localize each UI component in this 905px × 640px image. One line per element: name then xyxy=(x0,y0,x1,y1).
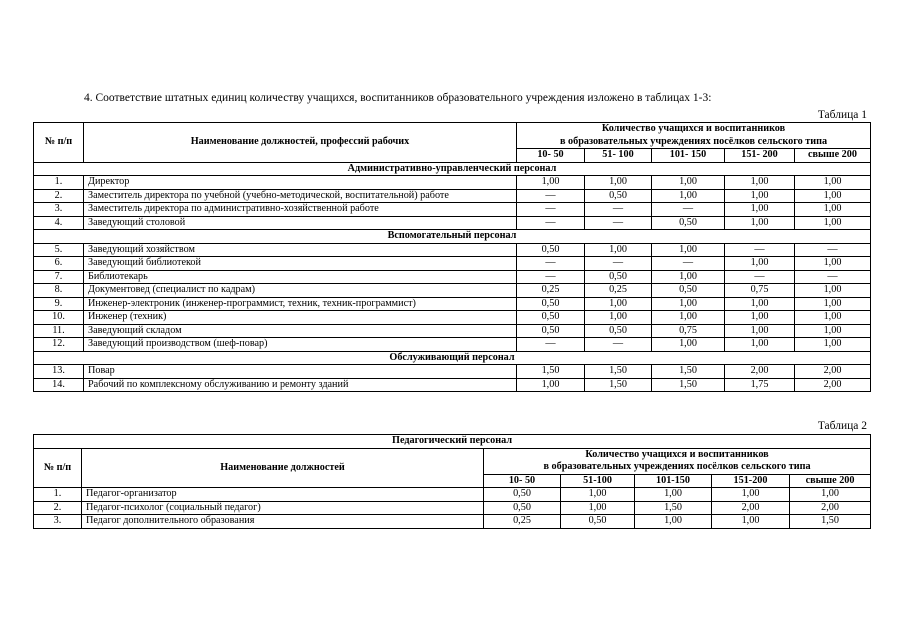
staff-value: 1,00 xyxy=(585,311,652,325)
staff-value: 1,50 xyxy=(652,378,725,392)
staff-value: 0,50 xyxy=(652,284,725,298)
staff-value: 1,00 xyxy=(635,515,712,529)
table-row xyxy=(34,284,871,298)
staff-value: — xyxy=(585,257,652,271)
staff-value: 0,50 xyxy=(585,189,652,203)
row-number: 14. xyxy=(34,378,84,392)
row-number: 8. xyxy=(34,284,84,298)
row-number: 7. xyxy=(34,270,84,284)
position-name: Заведующий библиотекой xyxy=(84,257,517,271)
staff-value: 1,00 xyxy=(585,243,652,257)
staff-value: 0,50 xyxy=(517,243,585,257)
staff-value: 0,50 xyxy=(561,515,635,529)
position-name: Заместитель директора по учебной (учебно-методической, воспитательной) работе xyxy=(84,189,517,203)
staff-value: 1,00 xyxy=(725,203,795,217)
table-row xyxy=(34,243,871,257)
staff-value: — xyxy=(585,338,652,352)
position-name: Документовед (специалист по кадрам) xyxy=(84,284,517,298)
column-header-range: 101- 150 xyxy=(652,149,725,163)
staff-value: 2,00 xyxy=(790,501,871,515)
staff-value: 1,00 xyxy=(795,297,871,311)
staff-value: 1,00 xyxy=(712,515,790,529)
row-number: 2. xyxy=(34,501,82,515)
staff-value: — xyxy=(652,257,725,271)
staff-value: 1,50 xyxy=(635,501,712,515)
table-row xyxy=(34,488,871,502)
staff-value: 1,00 xyxy=(795,324,871,338)
table-row xyxy=(34,311,871,325)
row-number: 1. xyxy=(34,488,82,502)
staff-value: 1,00 xyxy=(795,189,871,203)
staff-value: 1,00 xyxy=(795,216,871,230)
staff-value: 1,00 xyxy=(652,338,725,352)
position-name: Инженер-электроник (инженер-программист, техник, техник-программист) xyxy=(84,297,517,311)
row-number: 4. xyxy=(34,216,84,230)
staffing-table-1 xyxy=(33,122,871,392)
staff-value: 1,00 xyxy=(652,270,725,284)
staff-value: 1,00 xyxy=(795,338,871,352)
staff-value: 1,00 xyxy=(652,189,725,203)
row-number: 5. xyxy=(34,243,84,257)
staff-value: 1,00 xyxy=(635,488,712,502)
staff-value: 1,00 xyxy=(585,297,652,311)
staff-value: 1,50 xyxy=(585,378,652,392)
column-header-range: 10- 50 xyxy=(517,149,585,163)
intro-paragraph: 4. Соответствие штатных единиц количеству учащихся, воспитанников образовательного учреждения изложено в таблицах 1-3: xyxy=(84,92,712,104)
position-name: Педагог дополнительного образования xyxy=(82,515,484,529)
staff-value: 2,00 xyxy=(725,365,795,379)
row-number: 3. xyxy=(34,515,82,529)
quantity-header-line1: Количество учащихся и воспитанников xyxy=(601,123,786,134)
section-row xyxy=(34,230,871,244)
staff-value: 1,00 xyxy=(652,243,725,257)
staff-value: — xyxy=(517,189,585,203)
staff-value: 1,00 xyxy=(725,297,795,311)
position-name: Заместитель директора по административно-хозяйственной работе xyxy=(84,203,517,217)
staff-value: 0,50 xyxy=(484,488,561,502)
staff-value: 0,50 xyxy=(484,501,561,515)
staff-value: 0,50 xyxy=(585,270,652,284)
column-header-range: 10- 50 xyxy=(484,474,561,488)
table-row xyxy=(34,176,871,190)
staff-value: 1,00 xyxy=(725,216,795,230)
quantity-header-line1: Количество учащихся и воспитанников xyxy=(585,448,769,460)
staff-value: 1,50 xyxy=(652,365,725,379)
column-header-position: Наименование должностей, профессий рабочих xyxy=(84,123,517,163)
table1-label: Таблица 1 xyxy=(817,109,867,121)
column-header-range: 101-150 xyxy=(635,474,712,488)
table-row xyxy=(34,216,871,230)
staff-value: 2,00 xyxy=(795,365,871,379)
staff-value: 1,00 xyxy=(561,488,635,502)
staff-value: 1,00 xyxy=(795,311,871,325)
position-name: Директор xyxy=(84,176,517,190)
position-name: Заведующий производством (шеф-повар) xyxy=(84,338,517,352)
table2-body xyxy=(34,488,871,529)
row-number: 3. xyxy=(34,203,84,217)
staff-value: 1,00 xyxy=(725,257,795,271)
staff-value: 0,75 xyxy=(725,284,795,298)
table-row xyxy=(34,515,871,529)
column-header-range: 51- 100 xyxy=(585,149,652,163)
staff-value: 1,00 xyxy=(725,311,795,325)
staff-value: 1,00 xyxy=(517,176,585,190)
table-row xyxy=(34,365,871,379)
staff-value: 2,00 xyxy=(795,378,871,392)
quantity-header-line2: в образовательных учреждениях посёлков сельского типа xyxy=(559,135,828,147)
table-row xyxy=(34,297,871,311)
staff-value: 1,00 xyxy=(795,203,871,217)
staff-value: 0,25 xyxy=(517,284,585,298)
table2-title: Педагогический персонал xyxy=(34,435,871,449)
row-number: 6. xyxy=(34,257,84,271)
quantity-header-line2: в образовательных учреждениях посёлков сельского типа xyxy=(543,461,811,472)
staff-value: — xyxy=(517,216,585,230)
row-number: 2. xyxy=(34,189,84,203)
table-row xyxy=(34,338,871,352)
row-number: 10. xyxy=(34,311,84,325)
position-name: Заведующий складом xyxy=(84,324,517,338)
column-header-quantity xyxy=(484,448,871,474)
row-number: 9. xyxy=(34,297,84,311)
staff-value: — xyxy=(725,270,795,284)
position-name: Инженер (техник) xyxy=(84,311,517,325)
position-name: Педагог-психолог (социальный педагог) xyxy=(82,501,484,515)
staff-value: 1,00 xyxy=(517,378,585,392)
staff-value: 1,00 xyxy=(652,311,725,325)
table-row xyxy=(34,378,871,392)
staff-value: 1,00 xyxy=(725,189,795,203)
column-header-position: Наименование должностей xyxy=(82,448,484,488)
table2-label: Таблица 2 xyxy=(817,420,867,432)
staff-value: 2,00 xyxy=(712,501,790,515)
column-header-range: свыше 200 xyxy=(795,149,871,163)
row-number: 13. xyxy=(34,365,84,379)
staff-value: 1,00 xyxy=(585,176,652,190)
position-name: Педагог-организатор xyxy=(82,488,484,502)
staff-value: 0,25 xyxy=(484,515,561,529)
column-header-range: 151-200 xyxy=(712,474,790,488)
section-title: Обслуживающий персонал xyxy=(34,351,871,365)
staff-value: — xyxy=(517,257,585,271)
section-title: Вспомогательный персонал xyxy=(34,230,871,244)
column-header-quantity xyxy=(517,123,871,149)
staff-value: — xyxy=(585,203,652,217)
staff-value: 1,00 xyxy=(795,176,871,190)
staff-value: — xyxy=(795,243,871,257)
staff-value: 0,25 xyxy=(585,284,652,298)
staff-value: 1,00 xyxy=(652,176,725,190)
table-row xyxy=(34,203,871,217)
section-row xyxy=(34,162,871,176)
staff-value: — xyxy=(585,216,652,230)
column-header-range: свыше 200 xyxy=(790,474,871,488)
staff-value: — xyxy=(652,203,725,217)
table-row xyxy=(34,270,871,284)
staff-value: 1,00 xyxy=(725,338,795,352)
position-name: Библиотекарь xyxy=(84,270,517,284)
staff-value: — xyxy=(517,338,585,352)
section-row xyxy=(34,351,871,365)
staff-value: 1,50 xyxy=(517,365,585,379)
section-title: Административно-управленческий персонал xyxy=(34,162,871,176)
staff-value: 0,75 xyxy=(652,324,725,338)
staff-value: 0,50 xyxy=(517,324,585,338)
column-header-range: 151- 200 xyxy=(725,149,795,163)
column-header-number: № п/п xyxy=(34,123,84,163)
position-name: Повар xyxy=(84,365,517,379)
table-row xyxy=(34,189,871,203)
staff-value: 0,50 xyxy=(517,311,585,325)
row-number: 12. xyxy=(34,338,84,352)
column-header-number: № п/п xyxy=(34,448,82,488)
staff-value: 0,50 xyxy=(585,324,652,338)
row-number: 11. xyxy=(34,324,84,338)
staff-value: — xyxy=(725,243,795,257)
staff-value: 1,00 xyxy=(725,176,795,190)
staff-value: 1,75 xyxy=(725,378,795,392)
staff-value: 1,00 xyxy=(712,488,790,502)
staff-value: — xyxy=(517,203,585,217)
staff-value: 1,50 xyxy=(585,365,652,379)
staff-value: 1,00 xyxy=(725,324,795,338)
position-name: Заведующий столовой xyxy=(84,216,517,230)
position-name: Рабочий по комплексному обслуживанию и ремонту зданий xyxy=(84,378,517,392)
staff-value: 1,00 xyxy=(795,284,871,298)
table-row xyxy=(34,257,871,271)
staff-value: 1,00 xyxy=(795,257,871,271)
table-row xyxy=(34,501,871,515)
table1-body xyxy=(34,162,871,392)
position-name: Заведующий хозяйством xyxy=(84,243,517,257)
table-row xyxy=(34,324,871,338)
staff-value: 0,50 xyxy=(652,216,725,230)
row-number: 1. xyxy=(34,176,84,190)
staff-value: 1,00 xyxy=(561,501,635,515)
staffing-table-2 xyxy=(33,434,871,529)
staff-value: 0,50 xyxy=(517,297,585,311)
staff-value: — xyxy=(517,270,585,284)
column-header-range: 51-100 xyxy=(561,474,635,488)
staff-value: 1,50 xyxy=(790,515,871,529)
staff-value: 1,00 xyxy=(652,297,725,311)
staff-value: 1,00 xyxy=(790,488,871,502)
staff-value: — xyxy=(795,270,871,284)
